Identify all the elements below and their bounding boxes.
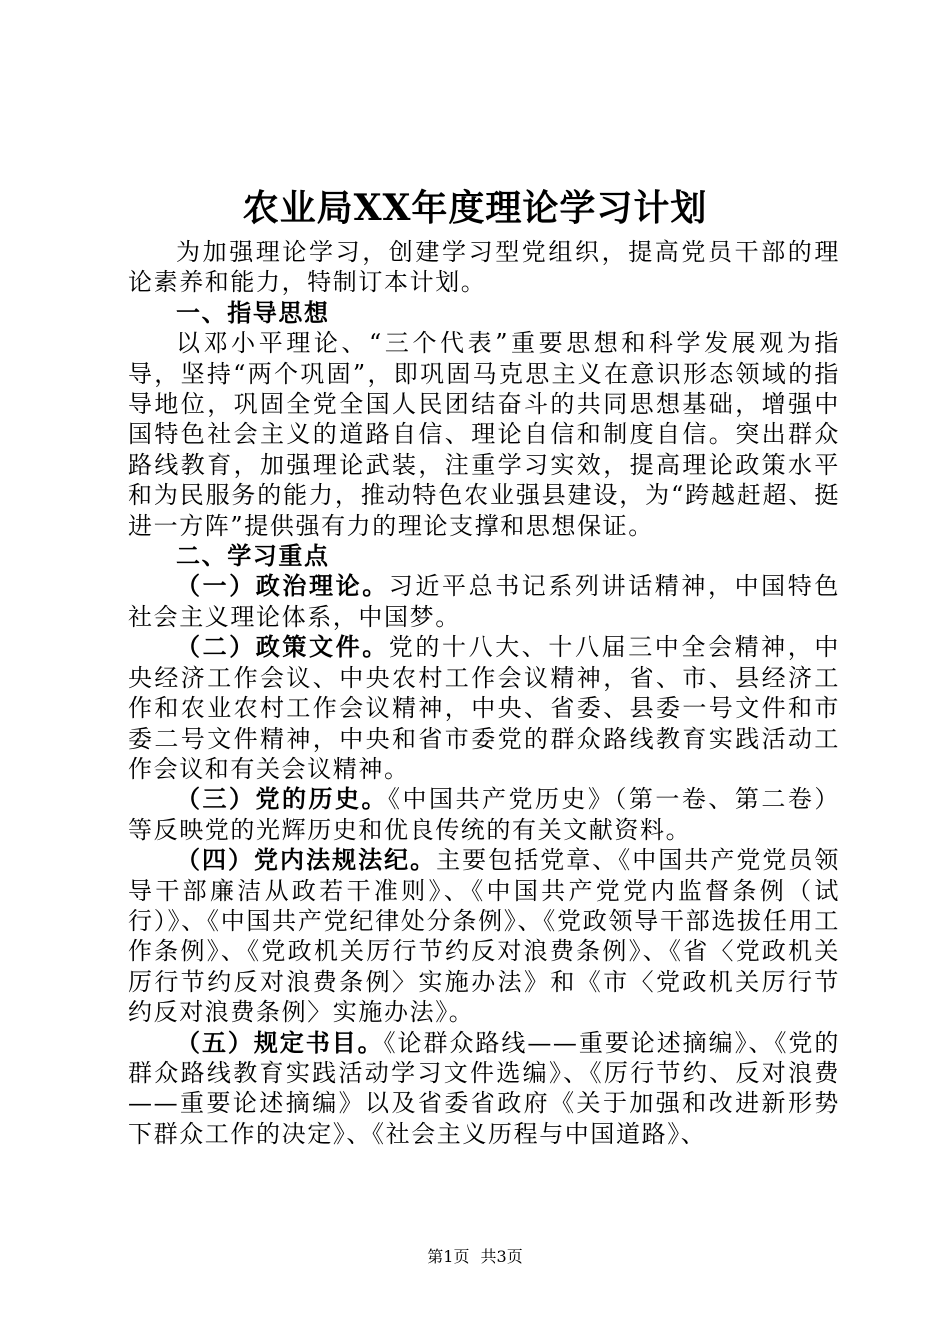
study-item-policy-documents (128, 632, 840, 784)
intro-paragraph: 为加强理论学习，创建学习型党组织，提高党员干部的理论素养和能力，特制订本计划。 (128, 238, 840, 297)
page-footer (0, 1246, 950, 1268)
section-heading-study-focus: 二、学习重点 (176, 542, 330, 571)
study-item-text: 主要包括党章、《中国共产党党员领导干部廉洁从政若干准则》、《中国共产党党内监督条例（试行）》、《中国共产党纪律处分条例》、《党政领导干部选拔任用工作条例》、《党政机关厉行节约反对浪费条例》、《省〈党政机关厉行节约反对浪费条例〉实施办法》和《市〈党政机关厉行节约反对浪费条例〉实施办法》。 (128, 846, 840, 1027)
study-item-political-theory (128, 571, 840, 632)
study-item-label: （四）党内法规法纪。 (176, 846, 437, 875)
page-number-total: 共3页 (480, 1247, 523, 1266)
study-item-text: 《论群众路线——重要论述摘编》、《党的群众路线教育实践活动学习文件选编》、《厉行节约、反对浪费——重要论述摘编》以及省委省政府《关于加强和改进新形势下群众工作的决定》、《社会主义历程与中国道路》、 (128, 1028, 840, 1148)
document-title: 农业局XX年度理论学习计划 (242, 187, 708, 229)
study-item-party-regulations (128, 845, 840, 1027)
study-item-label: （三）党的历史。 (176, 785, 388, 814)
study-item-text: 《中国共产党历史》（第一卷、第二卷）等反映党的光辉历史和优良传统的有关文献资料。 (128, 785, 840, 844)
study-item-text: 习近平总书记系列讲话精神，中国特色社会主义理论体系，中国梦。 (128, 572, 840, 631)
section-heading-guiding-thought: 一、指导思想 (176, 298, 330, 327)
study-item-required-books (128, 1028, 840, 1150)
study-item-label: （一）政治理论。 (176, 572, 389, 601)
section-body-guiding-thought: 以邓小平理论、“三个代表”重要思想和科学发展观为指导，坚持“两个巩固”，即巩固马克思主义在意识形态领域的指导地位，巩固全党全国人民团结奋斗的共同思想基础，增强中国特色社会主义的道路自信、理论自信和制度自信。突出群众路线教育，加强理论武装，注重学习实效，提高理论政策水平和为民服务的能力，推动特色农业强县建设，为“跨越赶超、挺进一方阵”提供强有力的理论支撑和思想保证。 (128, 329, 840, 540)
document-body (128, 237, 840, 1149)
study-item-label: （五）规定书目。 (176, 1028, 384, 1057)
study-item-label: （二）政策文件。 (176, 633, 389, 662)
page-number-current: 第1页 (427, 1247, 470, 1266)
study-item-party-history (128, 784, 840, 845)
study-item-text: 党的十八大、十八届三中全会精神，中央经济工作会议、中央农村工作会议精神，省、市、县经济工作和农业农村工作会议精神，中央、省委、县委一号文件和市委二号文件精神，中央和省市委党的群众路线教育实践活动工作会议和有关会议精神。 (128, 633, 840, 783)
